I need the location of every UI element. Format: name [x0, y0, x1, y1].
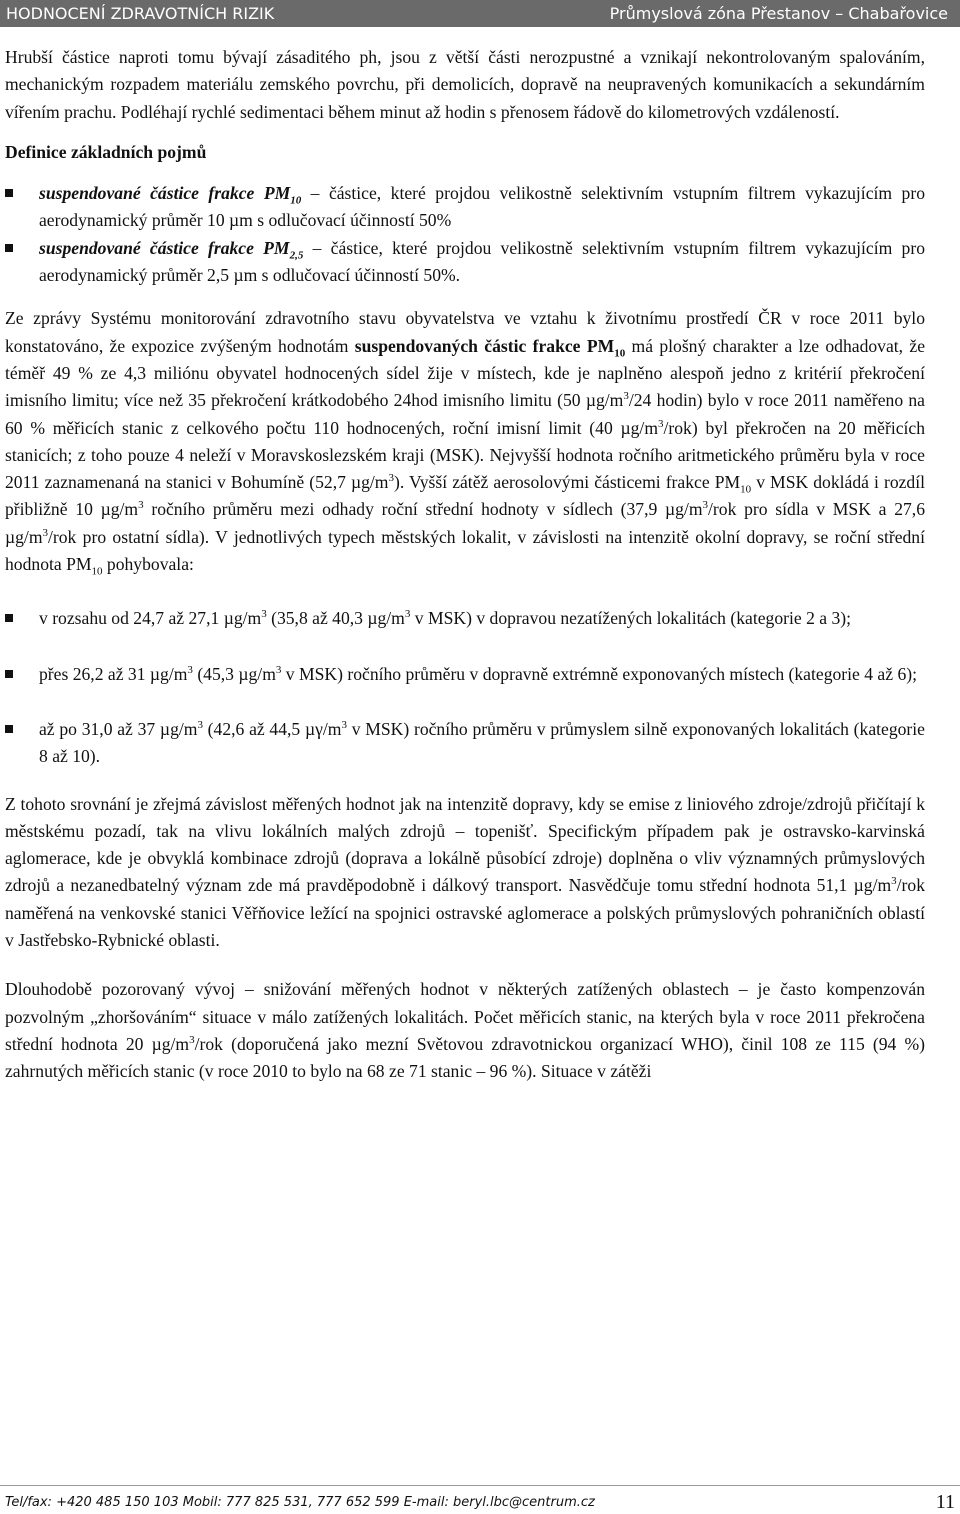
footer-divider — [0, 1485, 960, 1486]
header-right-title: Průmyslová zóna Přestanov – Chabařovice — [609, 4, 948, 23]
square-bullet-icon — [5, 244, 13, 252]
range-item: přes 26,2 až 31 $\mu g/m^3$ (45,3 $\mu g/m^3$ v MSK) ročního průměru v dopravně extrémně exponovaných místech (kategorie 4 až 6); — [5, 661, 925, 688]
paragraph-comparison: Z tohoto srovnání je zřejmá závislost měřených hodnot jak na intenzitě dopravy, kdy se emise z liniového zdroje/zdrojů přičítají k městskému pozadí, tak na vlivu lokálních malých zdrojů – topenišť. Specifickým případem pak je ostravsko-karvinská aglomerace, kde je obvyklá kombinace zdrojů (doprava a lokálně působící zdroje) doplněna o vliv významných průmyslových zdrojů a nezanedbatelný význam zde má pravděpodobně i dálkový transport. Nasvědčuje tomu střední hodnota 51,1 $\mu g/m^3$/rok naměřená na venkovské stanici Věřňovice ležící na spojnici ostravské aglomerace a polských průmyslových pohraničních oblastí v Jastřebsko-Rybnické oblasti. — [5, 793, 925, 951]
page-header — [0, 0, 960, 27]
page-number: 11 — [935, 1491, 955, 1513]
paragraph-monitoring-report: Ze zprávy Systému monitorování zdravotního stavu obyvatelstva ve vztahu k životnímu prostředí ČR v roce 2011 bylo konstatováno, že expozice zvýšeným hodnotám suspendovaných částic frakce $PM_{10}$ má plošný charakter a lze odhadovat, že téměř 49 % ze 4,3 miliónu obyvatel hodnocených sídel žije v místech, kde je naplněno alespoň jedno z kritérií překročení imisního limitu; více než 35 překročení krátkodobého 24hod imisního limitu (50 $\mu g/m^3/24$ hodin) bylo v roce 2011 naměřeno na 60 % měřicích stanic z celkového počtu 110 hodnocených, roční imisní limit (40 $\mu g/m^3/rok$) byl překročen na 20 měřicích stanicích; z toho pouze 4 neleží v Moravskoslezském kraji (MSK). Nejvyšší hodnota ročního aritmetického průměru byla v roce 2011 zaznamenaná na stanici v Bohumíně (52,7 $\mu g/m^3$). Vyšší zátěž aerosolovými částicemi frakce $PM_{10}$ v MSK dokládá i rozdíl přibližně 10 $\mu g/m^3$ ročního průměru mezi odhady roční střední hodnoty v sídlech (37,9 $\mu g/m^3$/rok pro sídla v MSK a 27,6 $\mu g/m^3$/rok pro ostatní sídla). V jednotlivých typech městských lokalit, v závislosti na intenzitě okolní dopravy, se roční střední hodnota $PM_{10}$ pohybovala: — [5, 308, 926, 578]
header-left-title: HODNOCENÍ ZDRAVOTNÍCH RIZIK — [6, 4, 275, 23]
range-item: v rozsahu od 24,7 až 27,1 $\mu g/m^3$ (35,8 až 40,3 $\mu g/m^3$ v MSK) v dopravou nezatížených lokalitách (kategorie 2 a 3); — [5, 605, 925, 632]
square-bullet-icon — [5, 725, 13, 733]
paragraph-coarse-particles: Hrubší částice naproti tomu bývají zásaditého ph, jsou z větší části nerozpustné a vznikají nekontrolovaným spalováním, mechanickým rozpadem materiálu zemského povrchu, při demolicích, dopravě na neupravených komunikacích a sekundárním vířením prachu. Podléhají rychlé sedimentaci během minut až hodin s přenosem řádově do kilometrových vzdáleností. — [5, 47, 925, 122]
annual-mean-ranges-list — [5, 605, 925, 770]
definition-item: suspendované částice frakce $PM_{10}$ – částice, které projdou velikostně selektivním vstupním filtrem vykazujícím pro aerodynamický průměr 10 µm s odlučovací účinností 50% — [5, 180, 925, 235]
paragraph-long-term-trend: Dlouhodobě pozorovaný vývoj – snižování měřených hodnot v některých zatížených oblastech – je často kompenzován pozvolným „zhoršováním“ situace v málo zatížených lokalitách. Počet měřicích stanic, na kterých byla v roce 2011 překročena střední hodnota 20 $\mu g/m^3$/rok (doporučená jako mezní Světovou zdravotnickou organizací WHO), činil 108 ze 115 (94 %) zahrnutých měřicích stanic (v roce 2010 to bylo na 68 ze 71 stanic – 96 %). Situace v zátěži — [5, 979, 925, 1082]
definition-item: suspendované částice frakce $PM_{2,5}$ – částice, které projdou velikostně selektivním vstupním filtrem vykazujícím pro aerodynamický průměr 2,5 µm s odlučovací účinností 50%. — [5, 235, 925, 290]
document-body — [5, 44, 925, 1086]
definitions-list — [5, 180, 925, 289]
range-item: až po 31,0 až 37 $\mu g/m^3$ (42,6 až 44,5 $\mu\gamma/m^3$ v MSK) ročního průměru v průmyslem silně exponovaných lokalitách (kategorie 8 až 10). — [5, 716, 925, 771]
square-bullet-icon — [5, 670, 13, 678]
footer-contact: Tel/fax: +420 485 150 103 Mobil: 777 825 531, 777 652 599 E-mail: beryl.lbc@centrum.cz — [5, 1495, 595, 1510]
square-bullet-icon — [5, 614, 13, 622]
definitions-heading: Definice základních pojmů — [5, 141, 207, 162]
page-footer — [5, 1491, 955, 1514]
square-bullet-icon — [5, 189, 13, 197]
